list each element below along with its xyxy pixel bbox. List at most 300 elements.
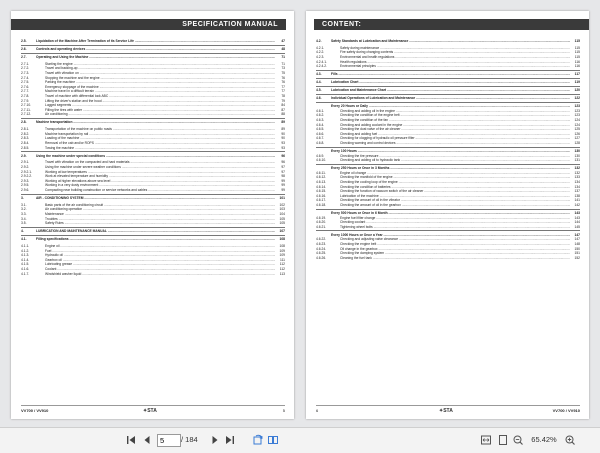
toc-entry-title: Basic parts of the air conditioning circuit ..... [45,203,275,207]
section-divider [21,53,285,54]
page-number: 5 [282,408,285,413]
toc-entry-page: 71 [281,61,285,66]
toc-entry[interactable] [21,170,285,174]
toc-entry-page: 107 [279,229,285,234]
toc-entry-title: Working at higher elevations above sea level ..... [45,179,275,183]
toc-entry-title: Removal of the cab and/or ROPS ..... [45,141,275,145]
toc-section-entry[interactable] [21,229,285,233]
page-number: 6 [316,408,319,413]
toc-entry-number: 3.4. [21,216,27,221]
toc-entry[interactable] [316,109,580,113]
sta-logo: ✦STA [143,408,157,414]
toc-entry-number: 4.6.6. [316,131,325,136]
toc-entry-page: 111 [279,257,285,262]
toc-entry-number: 4.6.2. [316,113,325,118]
toc-entry-title: Machine transportation ..... [36,120,275,124]
toc-entry[interactable] [316,220,580,224]
toc-entry-title: Checking the damping system ..... [340,251,570,255]
toc-entry-page: 126 [574,131,580,136]
toc-entry-title: Safety during maintenance ..... [340,46,570,50]
toc-entry-title: Environmental principles ..... [340,64,570,68]
toc-entry[interactable] [21,76,285,80]
toc-entry-number: 4.6.18. [316,203,327,207]
toc-entry[interactable] [21,89,285,93]
toc-entry[interactable] [21,258,285,262]
toc-entry-title: Air conditioning operation ..... [45,207,275,211]
toc-entry-title: Checking the cooling loop of the engine ..... [340,180,570,184]
toc-entry-title: Checking the amount of oil in the vibrator ..... [340,198,570,202]
toc-entry-page: 84 [281,103,285,108]
toc-entry-page: 123 [574,108,580,113]
toc-entry[interactable] [316,50,580,54]
total-pages: / 184 [181,435,198,444]
toc-entry-title: Using the machine under severe weather conditions ..... [45,165,275,169]
toc-entry[interactable] [21,221,285,225]
toc-entry[interactable] [21,249,285,253]
section-divider [316,209,580,210]
toc-entry-number: 4.6.1. [316,108,325,113]
toc-entry-title: Coolant ..... [45,267,275,271]
toc-entry-title: Lubrication Chart ..... [331,80,570,84]
toc-entry[interactable] [21,94,285,98]
toc-entry-title: Checking and adding oil to hydraulic tank ..... [340,158,570,162]
toc-entry-number: 4.5. [316,88,322,93]
toc-section-entry[interactable] [316,104,580,108]
toc-entry-page: 151 [574,251,580,256]
toc-entry-number: 4.6.9. [316,153,325,158]
toc-entry-number: 4.6. [316,96,322,101]
zoom-in-icon[interactable] [564,433,576,447]
toc-entry-title: Working at low temperatures ..... [45,170,275,174]
toc-entry-title: Every 100 Hours ..... [331,149,570,153]
toc-entry-page: 108 [279,237,285,242]
section-divider [316,78,580,79]
toc-section-entry[interactable] [316,211,580,215]
next-page-icon[interactable] [210,433,220,447]
toc-section-entry[interactable] [316,80,580,84]
toc-entry[interactable] [316,118,580,122]
toc-entry[interactable] [316,141,580,145]
page-5 [11,11,294,419]
toc-section-entry[interactable] [316,149,580,153]
section-divider [21,118,285,119]
toc-entry-title: Checking the tire pressure ..... [340,154,570,158]
toc-entry-page: 124 [574,118,580,122]
toc-entry-page: 93 [281,141,285,145]
footer-model: VV700 / VV910 [552,408,580,413]
toc-entry-title: Cleaning the fuel tank ..... [340,256,570,260]
toc-entry[interactable] [316,203,580,207]
toc-entry-title: Checking and adding coolant in the engine ..... [340,123,570,127]
toc-entry-title: Engine oil ..... [45,244,275,248]
toc-entry-page: 125 [574,127,580,132]
toc-entry-title: Checking and adding oil in the engine ..... [340,109,570,113]
sta-logo: ✦STA [439,408,453,414]
toc-entry-title: Engine oil change ..... [340,171,570,175]
toc-entry-page: 89 [281,127,285,132]
toc-entry-number: 2.7. [21,55,27,59]
toc-entry-number: 4.1.2. [21,248,30,253]
toc-entry[interactable] [316,55,580,59]
toc-entry[interactable] [21,99,285,103]
toc-entry-title: Filling the tires with water ..... [45,108,275,112]
toc-entry-number: 2.7.10. [21,103,32,108]
toc-entry-title: Environmental and health regulations ..... [340,55,570,59]
toc-entry[interactable] [316,225,580,229]
toc-entry-title: Checking warning and control devices ..... [340,141,570,145]
section-divider [21,227,285,228]
toc-entry-title: Fills ..... [331,72,570,76]
toc-entry-number: 2.9.3. [21,178,30,183]
toc-section-entry[interactable] [316,39,580,43]
toc-entry-page: 77 [281,84,285,89]
toc-entry-number: 2.9.5. [21,183,30,188]
toc-entry-page: 104 [279,212,285,216]
toc-entry-title: Safety Standards at Lubrication and Maintenance ..... [331,39,570,43]
section-divider [316,164,580,165]
toc-entry[interactable] [316,132,580,136]
toc-entry-number: 4.6.16. [316,193,327,198]
toc-entry-page: 132 [574,170,580,175]
toc-entry[interactable] [316,158,580,162]
toc-entry-number: 2.9.2.1. [21,169,32,174]
toc-section-entry[interactable] [316,72,580,76]
toc-entry-number: 2.9.2. [21,165,30,169]
toc-entry-number: 4.6.7. [316,136,325,141]
toc-entry-title: Safety Rules ..... [45,221,275,225]
toc-entry-title: Working in a very dusty environment ..... [45,183,275,187]
toc-entry[interactable] [316,154,580,158]
toc-entry[interactable] [21,179,285,183]
toc-entry-page: 130 [574,149,580,153]
toc-entry[interactable] [316,185,580,189]
toc-entry-number: 2.7.12. [21,112,32,117]
toc-section-entry[interactable] [316,88,580,92]
toc-entry[interactable] [316,194,580,198]
toc-entry[interactable] [21,217,285,221]
toc-entry[interactable] [316,171,580,175]
toc-entry-page: 133 [574,175,580,180]
toc-entry-page: 103 [279,207,285,212]
toc-section-entry[interactable] [21,237,285,241]
toc-entry-page: 145 [574,224,580,229]
toc-entry-page: 112 [279,262,285,267]
toc-entry[interactable] [316,175,580,179]
toc-entry-page: 109 [279,248,285,253]
toc-entry-number: 4.6.11. [316,170,326,175]
toc-entry[interactable] [21,267,285,271]
toc-entry[interactable] [316,198,580,202]
footer-rule [316,405,580,406]
toc-entry-page: 123 [574,104,580,109]
toc-entry-number: 4.6.5. [316,127,325,132]
section-divider [21,151,285,152]
section-divider [21,194,285,195]
toc-entry[interactable] [21,127,285,131]
toc-entry-page: 113 [279,271,285,276]
toc-entry-number: 3.3. [21,212,27,216]
toc-entry[interactable] [316,127,580,131]
toc-entry-title: Hydraulic oil ..... [45,253,275,257]
toc-entry-title: Towing the machine ..... [45,146,275,150]
toc-entry[interactable] [21,108,285,112]
zoom-level[interactable]: 65.42% [531,435,557,444]
toc-entry-page: 90 [281,136,285,141]
toc-entry[interactable] [316,247,580,251]
toc-section-entry[interactable] [21,120,285,124]
toc-entry[interactable] [21,85,285,89]
section-divider [316,147,580,148]
toc-entry-number: 4.6.17. [316,198,327,203]
toc-entry[interactable] [21,183,285,187]
toc-entry-number: 4.2.1. [316,45,325,50]
toc-entry-title: Lubrication and Maintenance Chart ..... [331,88,570,92]
toc-entry-number: 4.3. [316,72,322,77]
toc-entry[interactable] [21,188,285,192]
toc-entry-number: 4.2.4.2. [316,64,327,69]
toc-section-entry[interactable] [21,196,285,200]
toc-entry-number: 2.8.2. [21,131,30,136]
toc-entry-number: 4.1.4. [21,257,30,262]
toc-entry-title: Health regulations ..... [340,60,570,64]
toc-entry-page: 115 [574,50,580,55]
toc-entry-title: AIR - CONDITIONING SYSTEM ..... [36,196,275,200]
toc-entry-number: 2.8.1. [21,127,30,132]
toc-entry-number: 4.6.15. [316,189,327,194]
pdf-toolbar [0,427,600,453]
toc-entry-number: 4.6.12. [316,175,327,180]
toc-entry[interactable] [316,64,580,68]
toc-entry-title: Checking the amount of oil in the gearbox ..... [340,203,570,207]
toc-entry[interactable] [21,212,285,216]
toc-entry-title: Checking the condition of batteries ..... [340,185,570,189]
toc-entry-title: Every 20 Hours or Daily ..... [331,104,570,108]
toc-entry-page: 98 [281,174,285,179]
toc-entry[interactable] [316,237,580,241]
toc-entry-number: 4.2.4.1. [316,59,327,64]
toc-entry-title: Travel with vibration on ..... [45,71,275,75]
toc-section-entry[interactable] [316,166,580,170]
last-page-icon[interactable] [224,433,236,447]
toc-entry-page: 124 [574,122,580,127]
toc-entry[interactable] [21,160,285,164]
toc-entry-number: 4.6.10. [316,158,327,163]
toc-entry[interactable] [21,174,285,178]
toc-entry-page: 143 [574,215,580,220]
toc-entry-number: 2.7.8. [21,94,30,98]
toc-entry[interactable] [21,203,285,207]
toc-entry-page: 112 [279,267,285,271]
toc-entry-number: 4.6.14. [316,184,327,189]
toc-entry-title: Engine fuel filter change ..... [340,216,570,220]
toc-entry-title: Every 1000 Hours or Once a Year ..... [331,233,570,237]
toc-entry[interactable] [316,256,580,260]
toc-entry-number: 2.9. [21,153,27,158]
section-divider [316,86,580,87]
toc-entry-page: 97 [281,169,285,174]
toc-entry-number: 4.6.21. [316,224,327,229]
toc-entry-page: 73 [281,66,285,71]
toc-entry-page: 123 [574,113,580,118]
footer-model: VV700 / VV910 [21,408,49,413]
toc-entry-number: 2.7.5. [21,80,30,85]
toc-entry-number: 2.7.4. [21,75,30,80]
previous-page-icon[interactable] [142,433,152,447]
toc-entry[interactable] [316,251,580,255]
toc-section-entry[interactable] [316,96,580,100]
page-6 [306,11,589,419]
toc-entry-page: 101 [279,196,285,200]
toc-entry-number: 4.6.3. [316,118,325,122]
toc-entry-title: Stopping the machine and the engine ..... [45,76,275,80]
toc-entry[interactable] [21,132,285,136]
toc-section-entry[interactable] [21,47,285,51]
toc-entry-title: Transportation of the machine on public roads ..... [45,127,275,131]
toc-entry-page: 147 [574,232,580,237]
toc-entry-page: 143 [574,211,580,215]
toc-entry-number: 4.6.13. [316,180,327,184]
toc-entry-number: 4.6.19. [316,215,327,220]
toc-entry-page: 105 [279,216,285,221]
toc-entry-number: 4.6.23. [316,242,327,246]
toc-entry[interactable] [316,60,580,64]
toc-entry-number: 4.2.3. [316,55,325,59]
toc-entry-page: 116 [574,64,580,69]
toc-entry-number: 4.1. [21,237,27,242]
toc-entry-title: Parking the machine ..... [45,80,275,84]
toc-entry[interactable] [316,136,580,140]
toc-entry-title: Fire safety during changing contents ..... [340,50,570,54]
toc-entry[interactable] [21,71,285,75]
toc-entry-title: Oil change in the gearbox ..... [340,247,570,251]
toc-entry-title: Compacting near building construction or service networks and cables ..... [45,188,275,192]
toc-entry-number: 3.2. [21,207,27,212]
toc-entry-number: 4.4. [316,80,322,85]
toc-entry-title: Lubrication of the machine ..... [340,194,570,198]
toc-entry[interactable] [21,66,285,70]
toc-entry-number: 4.1.3. [21,253,30,258]
toc-entry[interactable] [21,112,285,116]
toc-entry-title: Maintenance ..... [45,212,275,216]
toc-entry[interactable] [21,146,285,150]
toc-entry-title: Checking the dust valve of the air cleaner ..... [340,127,570,131]
section-divider [316,94,580,95]
toc-entry-title: Tightening wheel bolts ..... [340,225,570,229]
toc-entry-page: 120 [574,88,580,93]
toc-section-entry[interactable] [316,233,580,237]
toc-entry-page: 76 [281,80,285,85]
toc-entry-page: 137 [574,189,580,194]
toc-entry-title: Checking and adding fuel ..... [340,132,570,136]
toc-entry[interactable] [316,113,580,117]
toc-entry-title: Lubricating grease ..... [45,262,275,266]
toc-entry-number: 4.1.6. [21,267,30,271]
rotate-icon[interactable] [252,433,264,447]
toc-entry-title: Controls and operating devices ..... [36,47,275,51]
toc-entry-title: Starting the engine ..... [45,62,275,66]
toc-entry[interactable] [21,253,285,257]
fit-width-icon[interactable] [480,433,492,447]
toc-entry-page: 127 [574,136,580,141]
toc-entry-number: 2.7.2. [21,66,30,71]
first-page-icon[interactable] [125,433,137,447]
toc-entry[interactable] [316,189,580,193]
section-divider [316,70,580,71]
toc-entry-title: Filling specifications ..... [36,237,275,241]
toc-entry-title: LUBRICATION AND MAINTENANCE MANUAL ..... [36,229,275,233]
toc-entry-page: 148 [574,242,580,246]
toc-section-entry[interactable] [21,55,285,59]
toc-entry-page: 128 [574,141,580,145]
toc-entry-page: 132 [574,166,580,171]
toc-entry-page: 131 [574,158,580,163]
toc-entry[interactable] [21,80,285,84]
toc-entry[interactable] [21,262,285,266]
toc-entry[interactable] [316,180,580,184]
toc-entry-number: 3. [21,196,24,200]
toc-entry[interactable] [21,62,285,66]
toc-entry-number: 4.6.20. [316,220,327,225]
toc-entry[interactable] [21,165,285,169]
toc-entry-page: 108 [279,244,285,248]
page-layout-icon[interactable] [267,433,279,447]
toc-entry-page: 88 [281,112,285,117]
fit-page-icon[interactable] [497,433,509,447]
toc-entry-title: Checking for clogging of hydraulic oil pressure filter ..... [340,136,570,140]
toc-entry[interactable] [21,244,285,248]
toc-entry[interactable] [21,272,285,276]
toc-entry-number: 2.9.1. [21,160,30,165]
toc-entry[interactable] [316,216,580,220]
toc-section-entry[interactable] [21,39,285,43]
toc-entry-number: 4.6.26. [316,255,327,260]
toc-entry-page: 116 [574,59,580,64]
toc-entry[interactable] [316,46,580,50]
toc-entry-title: Lugged segments ..... [45,103,275,107]
section-divider [21,45,285,46]
page-header: SPECIFICATION MANUAL [11,19,286,30]
toc-entry-page: 47 [281,39,285,43]
toc-entry[interactable] [316,123,580,127]
toc-entry-title: Checking and adjusting valve clearance ..... [340,237,570,241]
toc-entry-number: 2.9.6. [21,188,30,192]
toc-entry-page: 152 [574,255,580,260]
toc-entry[interactable] [21,207,285,211]
zoom-out-icon[interactable] [512,433,524,447]
toc-section-entry[interactable] [21,154,285,158]
toc-entry-number: 4.6.24. [316,246,327,251]
toc-entry-title: Air conditioning ..... [45,112,275,116]
toc-entry-title: Individual Operations of Lubrication and Maintenance ..... [331,96,570,100]
toc-entry-page: 115 [574,55,580,59]
toc-entry-number: 4.6.4. [316,122,325,127]
toc-entry[interactable] [21,141,285,145]
toc-entry-title: Travel of machine with differential lock ABC ..... [45,94,275,98]
toc-entry-title: Checking the condition of the fan ..... [340,118,570,122]
toc-entry-title: Troubles ..... [45,217,275,221]
section-divider [316,230,580,231]
toc-entry-page: 144 [574,220,580,225]
toc-entry[interactable] [21,103,285,107]
toc-entry-page: 134 [574,180,580,184]
toc-entry[interactable] [21,136,285,140]
toc-entry-title: Checking coolant ..... [340,220,570,224]
page-number-input[interactable] [157,434,181,447]
toc-entry[interactable] [316,242,580,246]
toc-entry-page: 117 [574,72,580,77]
toc-entry-number: 2.8.4. [21,141,30,145]
toc-entry-page: 77 [281,89,285,94]
